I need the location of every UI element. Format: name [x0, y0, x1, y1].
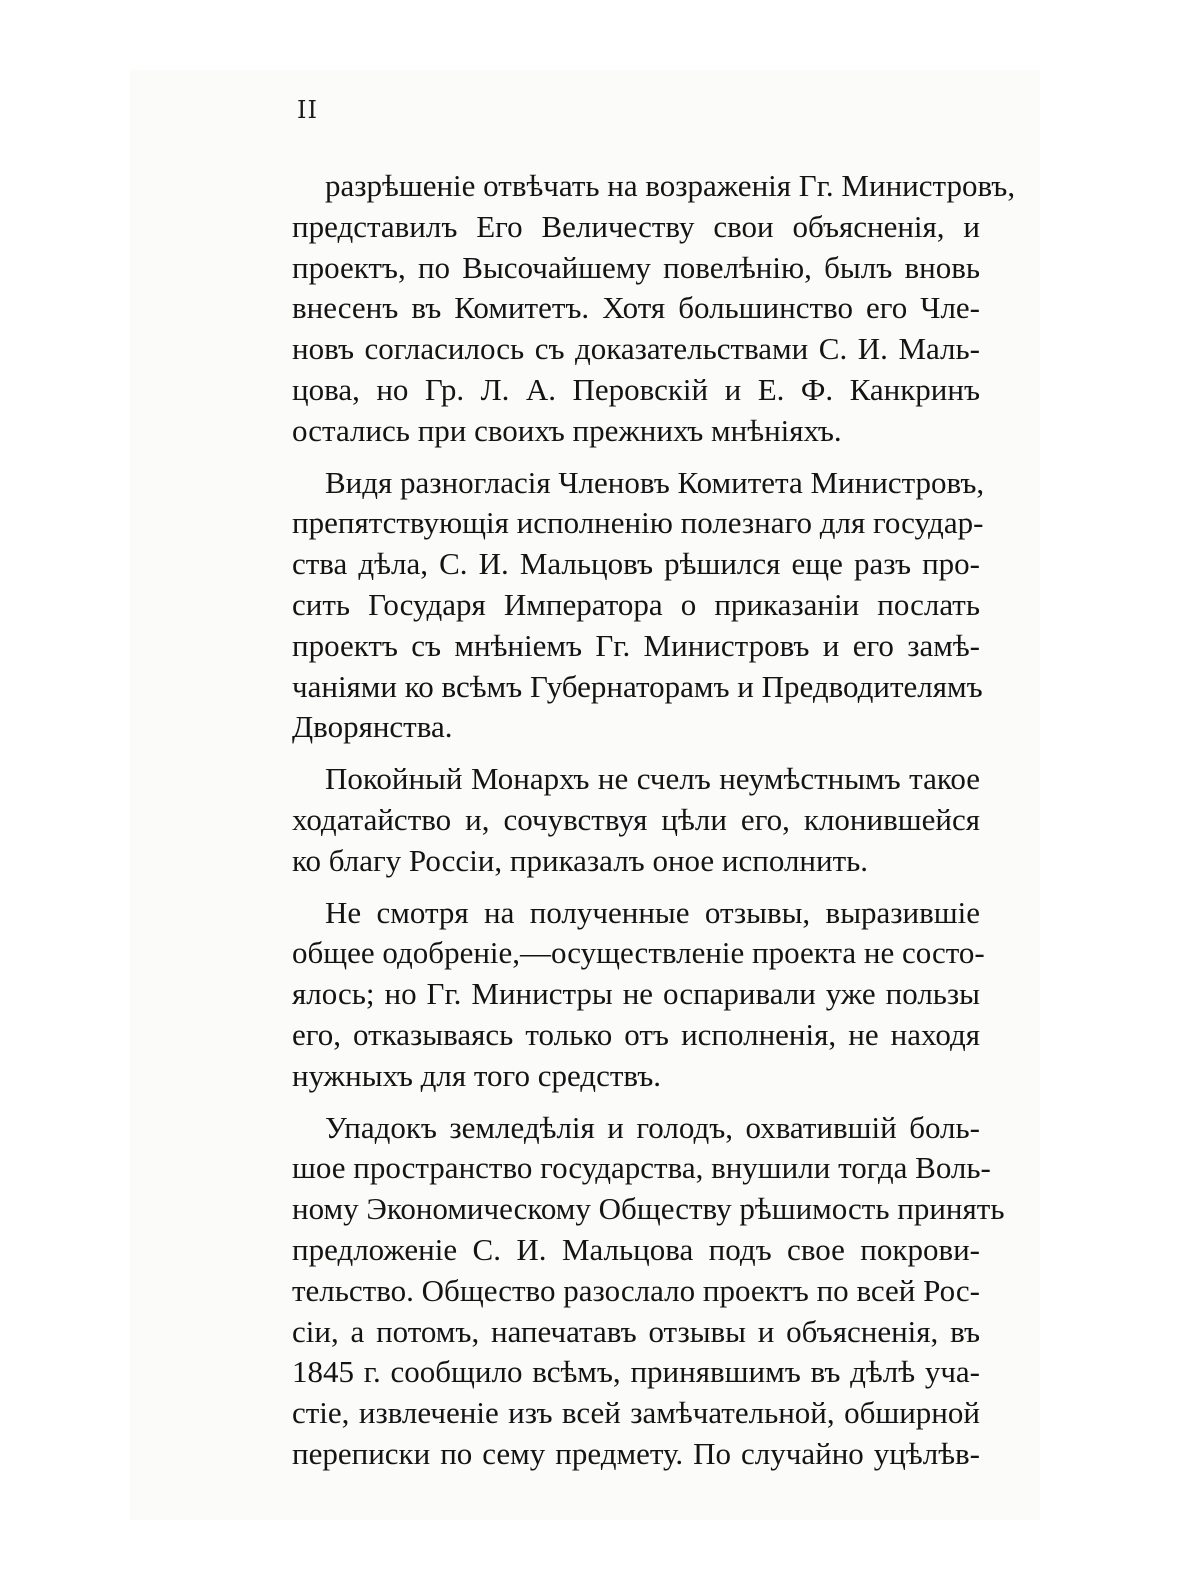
text-line: его, отказываясь только отъ исполненія, не находя: [292, 1016, 980, 1052]
paragraph: [292, 166, 1016, 452]
paragraph: [292, 463, 985, 749]
text-line: препятствующія исполненію полезнаго для государ-: [292, 505, 984, 541]
text-line: разрѣшеніе отвѣчать на возраженія Гг. Министровъ,: [325, 168, 1016, 203]
text-line: Покойный Монархъ не счелъ неумѣстнымъ такое: [325, 761, 980, 797]
text-line: стіе, извлеченіе изъ всей замѣчательной, обширной: [292, 1395, 980, 1431]
text-line: общее одобреніе,—осуществленіе проекта не состо-: [292, 935, 985, 971]
text-line: ства дѣла, С. И. Мальцовъ рѣшился еще разъ про-: [292, 546, 980, 582]
paragraph: [292, 1108, 1005, 1475]
text-line: нужныхъ для того средствъ.: [292, 1057, 662, 1093]
text-line: проектъ съ мнѣніемъ Гг. Министровъ и его замѣ-: [292, 627, 980, 663]
text-line: сіи, а потомъ, напечатавъ отзывы и объясненія, въ: [292, 1313, 980, 1349]
paragraph: [292, 759, 980, 881]
text-line: ходатайство и, сочувствуя цѣли его, клонившейся: [292, 801, 980, 837]
text-line: цова, но Гр. Л. А. Перовскій и Е. Ф. Канкринъ: [292, 371, 980, 407]
text-line: переписки по сему предмету. По случайно уцѣлѣв-: [292, 1435, 980, 1471]
body-text: [292, 166, 1016, 1486]
text-line: Упадокъ земледѣлія и голодъ, охватившій боль-: [325, 1109, 980, 1145]
text-line: остались при своихъ прежнихъ мнѣніяхъ.: [292, 412, 842, 448]
text-line: новъ согласилось съ доказательствами С. И. Маль-: [292, 331, 980, 367]
text-line: Дворянства.: [292, 709, 453, 745]
text-line: ному Экономическому Обществу рѣшимость принять: [292, 1191, 1005, 1227]
text-line: шое пространство государства, внушили тогда Воль-: [292, 1150, 991, 1186]
text-line: представилъ Его Величеству свои объясненія, и: [292, 208, 980, 244]
text-line: 1845 г. сообщило всѣмъ, принявшимъ въ дѣлѣ уча-: [292, 1354, 980, 1390]
text-line: проектъ, по Высочайшему повелѣнію, былъ вновь: [292, 249, 980, 285]
text-line: Видя разногласія Членовъ Комитета Министровъ,: [325, 464, 985, 500]
page-number: II: [297, 96, 318, 124]
text-line: тельство. Общество разослало проектъ по всей Рос-: [292, 1272, 980, 1308]
text-line: предложеніе С. И. Мальцова подъ свое покрови-: [292, 1231, 980, 1267]
text-line: внесенъ въ Комитетъ. Хотя большинство его Чле-: [292, 290, 980, 326]
text-line: ялось; но Гг. Министры не оспаривали уже пользы: [292, 976, 980, 1012]
text-line: чаніями ко всѣмъ Губернаторамъ и Предводителямъ: [292, 668, 983, 704]
paragraph: [292, 893, 985, 1097]
text-line: ко благу Россіи, приказалъ оное исполнить.: [292, 842, 869, 878]
text-line: Не смотря на полученные отзывы, выразившіе: [325, 894, 980, 930]
text-line: сить Государя Императора о приказаніи послать: [292, 586, 980, 622]
